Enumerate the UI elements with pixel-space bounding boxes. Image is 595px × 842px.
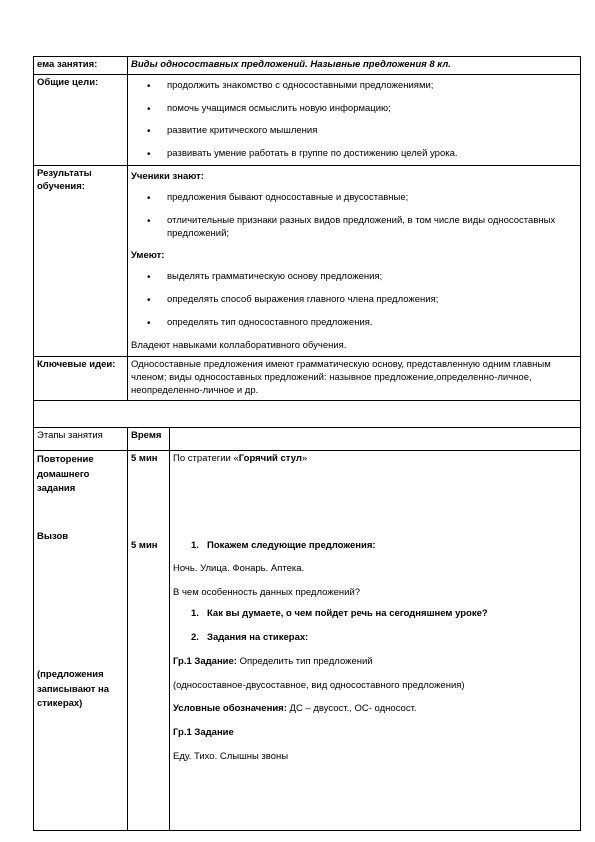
sentence-line: Ночь. Улица. Фонарь. Аптека. (173, 563, 305, 575)
task1-line2: (односоставное-двусоставное, вид односоставного предложения) (173, 679, 465, 691)
list-item: • развитие критического мышления (131, 125, 577, 138)
stage2-content (173, 540, 577, 764)
list-item: • отличительные признаки разных видов предложений, в том числе виды односоставных предложений; (131, 215, 577, 241)
question-line: В чем особенность данных предложений? (173, 587, 361, 599)
numbered-item-3: 2. Задания на стикерах: (191, 631, 309, 643)
spacer-cell (34, 400, 581, 427)
goals-cell (128, 74, 581, 165)
stages-label-cell (34, 450, 128, 830)
goals-label: Общие цели: (34, 74, 128, 165)
lesson-plan-table (33, 56, 581, 831)
goals-list (131, 80, 577, 161)
key-ideas-value: Односоставные предложения имеют грамматическую основу, представленную одним главным членом; виды односоставных предложений: назывное предложение,определенно-личное, неопределенно-личное и др. (128, 357, 581, 400)
results-closing: Владеют навыками коллаборативного обучения. (131, 339, 347, 351)
topic-value: Виды односоставных предложений. Назывные предложения 8 кл. (128, 57, 581, 75)
stage2-note: (предложения записывают на стикерах) (37, 668, 110, 710)
numbered-item-2: 1. Как вы думаете, о чем пойдет речь на сегодняшнем уроке? (191, 608, 488, 620)
list-item: • предложения бывают односоставные и двусоставные; (131, 192, 577, 205)
stage1-time: 5 мин (131, 452, 158, 464)
key-ideas-row (34, 357, 581, 400)
task1-line: Гр.1 Задание: Определить тип предложений (173, 655, 373, 667)
list-item: • помочь учащимся осмыслить новую информацию; (131, 103, 577, 116)
results-cell (128, 166, 581, 357)
topic-label: ема занятия: (34, 57, 128, 75)
topic-row (34, 57, 581, 75)
stages-body-row (34, 450, 581, 830)
can-heading: Умеют: (131, 250, 165, 262)
spacer-row (34, 400, 581, 427)
stages-time-cell (128, 450, 170, 830)
stage1-label: Повторение домашнего задания (37, 453, 94, 495)
know-list (131, 192, 577, 240)
stage-header: Этапы занятия (34, 427, 128, 450)
stage2-label: Вызов (37, 530, 69, 542)
list-item: • определять способ выражения главного члена предложения; (131, 294, 577, 307)
time-header: Время (128, 427, 170, 450)
numbered-item-1: 1. Покажем следующие предложения: (191, 539, 376, 551)
stage1-text: По стратегии «Горячий стул» (173, 452, 308, 464)
list-item: • определять тип односоставного предложения. (131, 317, 577, 330)
content-header (170, 427, 581, 450)
can-list (131, 271, 577, 329)
results-row (34, 166, 581, 357)
stages-content-cell (170, 450, 581, 830)
know-heading: Ученики знают: (131, 171, 204, 183)
list-item: • выделять грамматическую основу предложения; (131, 271, 577, 284)
list-item: • продолжить знакомство с односоставными предложениями; (131, 80, 577, 93)
results-label: Результаты обучения: (34, 166, 128, 357)
goals-row (34, 74, 581, 165)
list-item: • развивать умение работать в группе по достижению целей урока. (131, 148, 577, 161)
stage2-time: 5 мин (131, 539, 158, 551)
task2-text: Еду. Тихо. Слышны звоны (173, 750, 289, 762)
key-ideas-label: Ключевые идеи: (34, 357, 128, 400)
stages-header-row (34, 427, 581, 450)
task2-heading: Гр.1 Задание (173, 727, 234, 739)
legend-line: Условные обозначения: ДС – двусост., ОС- односост. (173, 703, 417, 715)
